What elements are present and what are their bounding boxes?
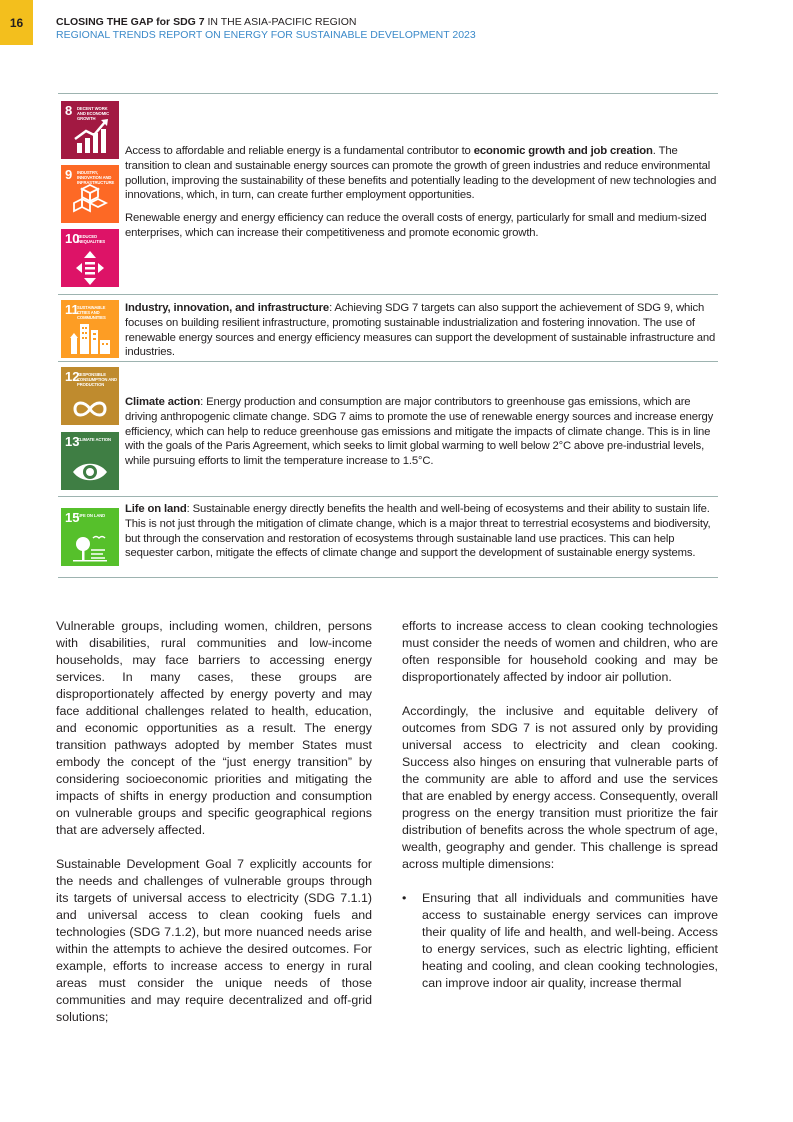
industry-heading: Industry, innovation, and infrastructure — [125, 302, 330, 314]
body-left-column — [56, 618, 372, 1043]
economic-paragraph-2: Renewable energy and energy efficiency can reduce the overall costs of energy, particularly for small and medium-sized enterprises, which can increase their competitiveness and promote economic growth. — [125, 212, 707, 239]
sdg-10-tile — [61, 229, 119, 287]
sdg-8-label: DECENT WORK AND ECONOMIC GROWTH — [77, 106, 110, 121]
page-number: 16 — [0, 0, 33, 45]
industry-body: : Achieving SDG 7 targets can also support the achievement of SDG 9, which focuses on building resilient infrastructure, promoting sustainable industrialization and fostering innovation. The use of renewable energy sources and energy efficiency measures can support the development of sustainable infrastructure and industries. — [125, 302, 716, 359]
report-title-rest: IN THE ASIA-PACIFIC REGION — [204, 16, 357, 28]
land-body: : Sustainable energy directly benefits the health and well-being of ecosystems and their ability to sustain life. This is not just through the mitigation of climate change, which is a major threat to terrestrial ecosystems and biodiversity, but through the conservation and restoration of ecosystems through sustainable land use practices. This can help sequester carbon, mitigate the effects of climate change and support the development of sustainable energy systems. — [125, 503, 711, 560]
sdg-9-tile — [61, 165, 119, 223]
sdg-10-label: REDUCED INEQUALITIES — [77, 234, 106, 244]
sdg-15-number: 15 — [65, 510, 80, 525]
land-heading: Life on land — [125, 503, 187, 515]
sdg-8-tile — [61, 101, 119, 159]
economic-paragraph-1: Access to affordable and reliable energy is a fundamental contributor to economic growth and job creation. The transition to clean and sustainable energy sources can promote the growth of green industries and reduce environmental pollution, improving the sustainability of these benefits and potentially leading to the development of new technologies and innovations, which, in turn, can create further employment opportunities. — [125, 145, 717, 202]
right-paragraph-1: efforts to increase access to clean cooking technologies must consider the needs of women and children, who are often responsible for household cooking and may be disproportionately affected by indoor air pollution. — [402, 619, 718, 684]
sdg-13-tile — [61, 432, 119, 490]
running-header — [56, 16, 476, 42]
sdg-11-label: SUSTAINABLE CITIES AND COMMUNITIES — [77, 305, 106, 320]
sdg-13-label: CLIMATE ACTION — [77, 437, 111, 442]
sdg-9-label: INDUSTRY, INNOVATION AND INFRASTRUCTURE — [77, 170, 115, 185]
climate-heading: Climate action — [125, 396, 201, 408]
right-paragraph-2: Accordingly, the inclusive and equitable delivery of outcomes from SDG 7 is not assured only by providing universal access to electricity and clean cooking. Success also hinges on ensuring that vulnerable parts of the community are able to afford and use the services that are enabled by energy access. Consequently, overall progress on the energy transition must prioritize the fair distribution of benefits across the whole spectrum of age, wealth, geography and gender. This challenge is spread across multiple dimensions: — [402, 704, 718, 871]
industry-text — [125, 301, 720, 360]
economic-growth-text — [125, 144, 720, 241]
section-climate — [58, 361, 718, 496]
report-subtitle: REGIONAL TRENDS REPORT ON ENERGY FOR SUSTAINABLE DEVELOPMENT 2023 — [56, 29, 476, 41]
sdg-13-number: 13 — [65, 434, 80, 449]
sdg-11-number: 11 — [65, 302, 79, 317]
body-right-column — [402, 618, 718, 992]
climate-body: : Energy production and consumption are major contributors to greenhouse gas emissions, which are driving anthropogenic climate change. SDG 7 aims to promote the use of renewable energy sources and increase energy efficiency, which can help to reduce greenhouse gas emissions and mitigate the impacts of climate change. This is in line with the goals of the Paris Agreement, which seeks to limit global warming to well below 2°C above pre-industrial levels, while pursuing efforts to limit the temperature increase to 1.5°C. — [125, 396, 714, 468]
bullet-marker: • — [402, 891, 407, 905]
bullet-list — [402, 890, 718, 992]
bullet-text: Ensuring that all individuals and communities have access to sustainable energy services can improve their quality of life and health, and well-being. Access to energy services, such as electric lighting, efficient heating and cooling, and clean cooking technologies, can improve indoor air quality, increase thermal — [422, 891, 718, 990]
sdg-10-number: 10 — [65, 231, 80, 246]
sdg-12-tile — [61, 367, 119, 425]
sdg-9-number: 9 — [65, 167, 73, 182]
climate-text — [125, 395, 720, 469]
left-paragraph-1: Vulnerable groups, including women, children, persons with disabilities, rural communities and low-income households, may face barriers to accessing energy services. In many cases, these groups are disproportionately affected by energy poverty and may face additional challenges related to health, education, and economic opportunities as a result. The energy transition pathways adopted by member States must embody the concept of the “just energy transition” by considering socioeconomic priorities and mitigating the impacts of shifts in energy production and consumption on vulnerable groups and specific geographical regions that are adversely affected. — [56, 619, 372, 837]
sdg-12-number: 12 — [65, 369, 80, 384]
life-on-land-text — [125, 502, 720, 561]
section-life-on-land — [58, 496, 718, 578]
section-economic-growth — [58, 93, 718, 294]
sdg-15-label: LIFE ON LAND — [77, 513, 106, 518]
sdg-11-tile — [61, 300, 119, 358]
report-title: CLOSING THE GAP for SDG 7 — [56, 16, 205, 28]
list-item — [402, 890, 718, 992]
sdg-8-number: 8 — [65, 103, 73, 118]
sdg-15-tile — [61, 508, 119, 566]
section-industry — [58, 294, 718, 361]
sdg-12-label: RESPONSIBLE CONSUMPTION AND PRODUCTION — [77, 372, 117, 387]
left-paragraph-2: Sustainable Development Goal 7 explicitly accounts for the needs and challenges of vulnerable groups through its targets of universal access to electricity (SDG 7.1.1) and universal access to clean cooking fuels and technologies (SDG 7.1.2), but more nuanced needs arise within the attempts to achieve the desired outcomes. For example, efforts to increase access to energy in rural areas must consider the unique needs of those communities and may require decentralized and off-grid solutions; — [56, 857, 372, 1024]
